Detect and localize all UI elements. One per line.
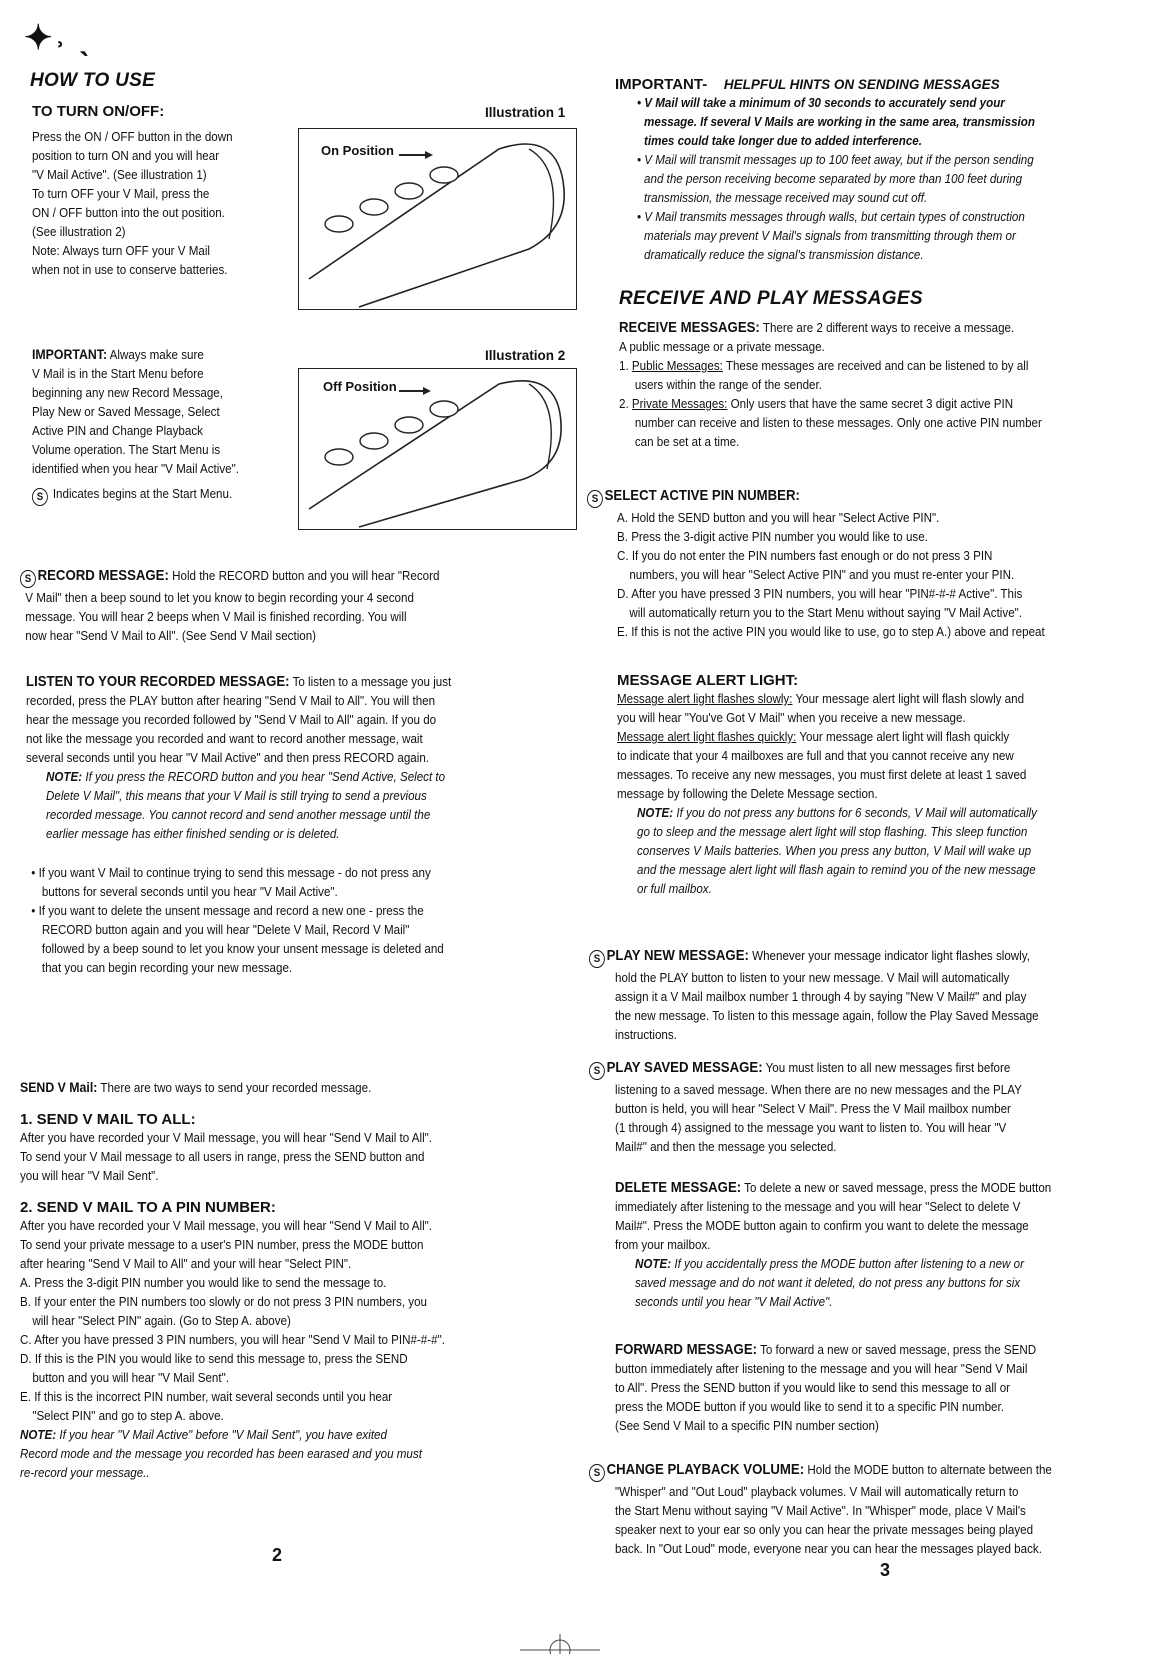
start-menu-icon: S (32, 488, 48, 506)
illustration-1-caption: On Position (321, 143, 394, 158)
start-menu-icon: S (587, 490, 603, 508)
receive-play-title: RECEIVE AND PLAY MESSAGES (619, 288, 923, 309)
illustration-2 (298, 368, 577, 530)
forward-section: FORWARD MESSAGE: To forward a new or saved message, press the SEND button immediately after listening to the message and you will hear "Send V Mail to All". Press the SEND button if you would like to send this message to all or press the MODE button if you would like to send it to a specific PIN number. (See Send V Mail to a specific PIN number section) (615, 1341, 1037, 1433)
listen-section: LISTEN TO YOUR RECORDED MESSAGE: To listen to a message you just recorded, press the PLAY button after hearing "Send V Mail to All". You will then hear the message you recorded followed by "Send V Mail to All" again. If you do not like the message you recorded and want to record another message, wait several seconds until you hear "V Mail Active" and then press RECORD again. NOTE: If you press the RECORD button and you hear "Send Active, Select to Delete V Mail", this means that your V Mail is still trying to send a previous recorded message. You cannot record and send another message until the earlier message has either finished sending or is deleted. • If you want V Mail to continue trying to send this message - do not press any buttons for several seconds until you hear "V Mail Active". • If you want to delete the unsent message and record a new one - press the RECORD button again and you will hear "Delete V Mail, Record V Mail" followed by a beep sound to let you know your unsent message is deleted and that you can begin recording your new message. (26, 673, 452, 975)
alert-section: MESSAGE ALERT LIGHT: Message alert light flashes slowly: Your message alert light will flash slowly and you will hear "You've Got V Mail" when you receive a new message. Message alert light flashes quickly: Your message alert light will flash quickly to indicate that your 4 mailboxes are full and that you cannot receive any new messages. To receive any new messages, you must first delete at least 1 saved message by following the Delete Message section. NOTE: If you do not press any buttons for 6 seconds, V Mail will automatically go to sleep and the message alert light will stop flashing. This sleep function conserves V Mails batteries. When you press any button, V Mail will wake up and the message alert light will flash again to remind you of the new message or full mailbox. (617, 672, 1037, 896)
illustration-1-label: Illustration 1 (485, 105, 566, 120)
turn-text: Press the ON / OFF button in the down position to turn ON and you will hear "V Mail Active". (See illustration 1) To turn OFF your V Mail, press the ON / OFF button into the out position. (See illustration 2) Note: Always turn OFF your V Mail when not in use to conserve batteries. (32, 129, 233, 277)
illustration-2-label: Illustration 2 (485, 348, 566, 363)
start-menu-icon: S (589, 1062, 605, 1080)
page-number-right: 3 (880, 1560, 891, 1580)
page-number-left: 2 (272, 1545, 283, 1565)
delete-section: DELETE MESSAGE: To delete a new or saved message, press the MODE button immediately after listening to the message and you will hear "Select to delete V Mail#". Press the MODE button again to confirm you want to delete the message from your mailbox. NOTE: If you accidentally press the MODE button after listening to a new or saved message and do not want it deleted, do not press any buttons for six seconds until you hear "V Mail Active". (615, 1179, 1052, 1309)
corner-mark: ✦˒ ˎ (24, 19, 93, 57)
important-text: IMPORTANT: Always make sure V Mail is in the Start Menu before beginning any new Record Message, Play New or Saved Message, Select Active PIN and Change Playback Volume operation. The Start Menu is identified when you hear "V Mail Active". S Indicates begins at the Start Menu. (32, 345, 292, 506)
illustration-1 (298, 128, 577, 310)
receive-section: RECEIVE MESSAGES: There are 2 different ways to receive a message. A public message or a private message. 1. Public Messages: These messages are received and can be listened to by all users within the range of the sender. 2. Private Messages: Only users that have the same secret 3 digit active PIN number can receive and listen to these messages. Only one active PIN number can be set at a time. (619, 319, 1042, 449)
play-saved-section: S PLAY SAVED MESSAGE: You must listen to all new messages first before listening to a saved message. When there are no new messages and the PLAY button is held, you will hear "Select V Mail". Press the V Mail mailbox number (1 through 4) assigned to the message you want to listen to. You will hear "V Mail#" and then the message you selected. (589, 1058, 1161, 1156)
play-new-section: S PLAY NEW MESSAGE: Whenever your message indicator light flashes slowly, hold the PLAY button to listen to your new message. V Mail will automatically assign it a V Mail mailbox number 1 through 4 by saying "New V Mail#" and play the new message. To listen to this message again, follow the Play Saved Message instructions. (589, 946, 1161, 1044)
volume-section: S CHANGE PLAYBACK VOLUME: Hold the MODE button to alternate between the "Whisper" and "Out Loud" playback volumes. V Mail will automatically return to the Start Menu without saying "V Mail Active". In "Whisper" mode, place V Mail's speaker next to your ear so only you can hear the private messages being played back. In "Out Loud" mode, everyone near you can hear the messages played back. (589, 1460, 1161, 1558)
start-menu-icon: S (589, 1464, 605, 1482)
start-menu-icon: S (589, 950, 605, 968)
illustration-2-caption: Off Position (323, 379, 397, 394)
hints-section: IMPORTANT- HELPFUL HINTS ON SENDING MESSAGES • V Mail will take a minimum of 30 seconds to accurately send your message. If several V Mails are working in the same area, transmission times could take longer due to added interference. • V Mail will transmit messages up to 100 feet away, but if the person sending and the person receiving become separated by more than 100 feet during transmission, the message received may sound cut off. • V Mail transmits messages through walls, but certain types of construction materials may prevent V Mail's signals from transmitting through them or dramatically reduce the signal's transmission distance. (615, 76, 1035, 262)
select-pin-section: S SELECT ACTIVE PIN NUMBER: A. Hold the SEND button and you will hear "Select Active PIN". B. Press the 3-digit active PIN number you would like to use. C. If you do not enter the PIN numbers fast enough or do not press 3 PIN numbers, you will hear "Select Active PIN" and you must re-enter your PIN. D. After you have pressed 3 PIN numbers, you will hear "PIN#-#-# Active". This will automatically return you to the Start Menu without saying "V Mail Active". E. If this is not the active PIN you would like to use, go to step A.) above and repeat (587, 486, 1162, 641)
send-pin-heading: 2. SEND V MAIL TO A PIN NUMBER: (20, 1199, 276, 1216)
turn-heading: TO TURN ON/OFF: (32, 103, 165, 120)
send-section: SEND V Mail: There are two ways to send your recorded message. 1. SEND V MAIL TO ALL: After you have recorded your V Mail message, you will hear "Send V Mail to All". To send your V Mail message to all users in range, press the SEND button and you will hear "V Mail Sent". 2. SEND V MAIL TO A PIN NUMBER: After you have recorded your V Mail message, you will hear "Send V Mail to All". To send your private message to a user's PIN number, press the MODE button after hearing "Send V Mail to All" and your will hear "Select PIN". A. Press the 3-digit PIN number you would like to send the message to. B. If your enter the PIN numbers too slowly or do not press 3 PIN numbers, you will hear "Select PIN" again. (Go to Step A. above) C. After you have pressed 3 PIN numbers, you will hear "Send V Mail to PIN#-#-#". D. If this is the PIN you would like to send this message to, press the SEND button and you will hear "V Mail Sent". E. If this is the incorrect PIN number, wait several seconds until you hear "Select PIN" and go to step A. above. NOTE: If you hear "V Mail Active" before "V Mail Sent", you have exited Record mode and the message you recorded has been earased and you must re-record your message.. (20, 1078, 565, 1482)
send-all-heading: 1. SEND V MAIL TO ALL: (20, 1111, 196, 1128)
crosshair-mark (520, 1620, 600, 1654)
start-menu-icon: S (20, 570, 36, 588)
page-title: HOW TO USE (30, 70, 156, 91)
record-section: S RECORD MESSAGE: Hold the RECORD button and you will hear "Record V Mail" then a beep sound to let you know to begin recording your 4 second message. You will hear 2 beeps when V Mail is finished recording. You will now hear "Send V Mail to All". (See Send V Mail section) (20, 566, 560, 645)
